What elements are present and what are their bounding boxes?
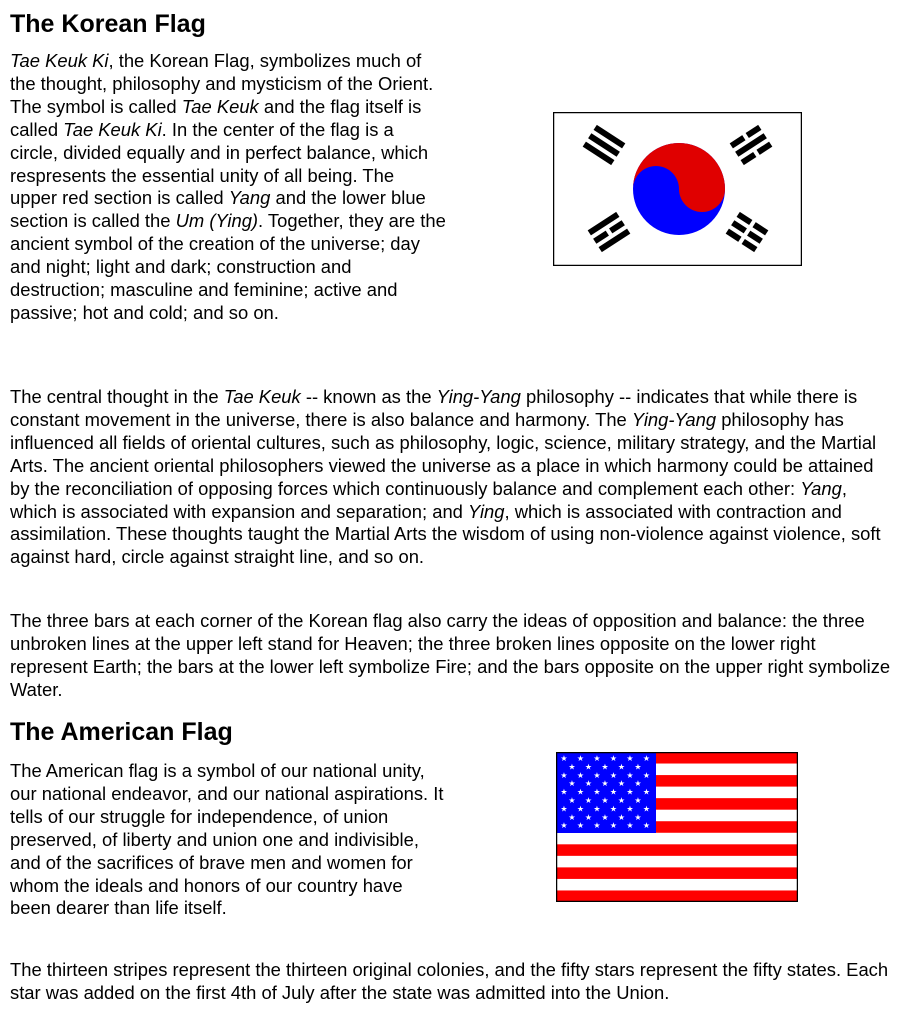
flag-star: ★ bbox=[584, 762, 593, 772]
flag-star: ★ bbox=[642, 770, 651, 780]
flag-star: ★ bbox=[560, 821, 568, 831]
flag-star: ★ bbox=[593, 787, 601, 797]
flag-star: ★ bbox=[593, 754, 601, 763]
flag-stripe bbox=[556, 856, 798, 868]
flag-star: ★ bbox=[584, 812, 593, 822]
flag-star: ★ bbox=[642, 804, 651, 814]
flag-star: ★ bbox=[601, 796, 609, 805]
flag-star: ★ bbox=[560, 754, 568, 763]
flag-star: ★ bbox=[568, 812, 576, 822]
flag-star: ★ bbox=[617, 779, 626, 789]
flag-star: ★ bbox=[568, 796, 576, 805]
flag-star: ★ bbox=[584, 796, 593, 805]
flag-star: ★ bbox=[609, 804, 618, 814]
flag-star: ★ bbox=[576, 754, 585, 763]
flag-star: ★ bbox=[576, 770, 585, 780]
flag-stripe bbox=[556, 867, 798, 879]
flag-star: ★ bbox=[642, 787, 651, 797]
flag-star: ★ bbox=[601, 779, 609, 789]
flag-star: ★ bbox=[576, 821, 585, 831]
flag-star: ★ bbox=[634, 812, 642, 822]
flag-star: ★ bbox=[617, 762, 626, 772]
flag-star: ★ bbox=[626, 821, 634, 831]
korean-flag-paragraph-3: The three bars at each corner of the Korean flag also carry the ideas of opposition and balance: the three unbroken lines at the upper left stand for Heaven; the three broken lines opposite on the lower right represent Earth; the bars at the lower left symbolize Fire; and the bars opposite on the upper right symbolize Water. bbox=[10, 610, 891, 700]
flag-star: ★ bbox=[576, 787, 585, 797]
flag-star: ★ bbox=[601, 812, 609, 822]
flag-star: ★ bbox=[626, 770, 634, 780]
flag-star: ★ bbox=[634, 779, 642, 789]
flag-stripe bbox=[556, 890, 798, 902]
american-flag-image bbox=[556, 752, 798, 902]
flag-star: ★ bbox=[568, 762, 576, 772]
korean-flag-image bbox=[553, 112, 802, 266]
flag-star: ★ bbox=[626, 804, 634, 814]
flag-star: ★ bbox=[626, 754, 634, 763]
korean-flag-paragraph-2: The central thought in the Tae Keuk -- known as the Ying-Yang philosophy -- indicates that while there is constant movement in the universe, there is also balance and harmony. The Ying-Yang philosophy has influenced all fields of oriental cultures, such as philosophy, logic, science, military strategy, and the Martial Arts. The ancient oriental philosophers viewed the universe as a place in which harmony could be attained by the reconciliation of opposing forces which continuously balance and complement each other: Yang, which is associated with expansion and separation; and Ying, which is associated with contraction and assimilation. These thoughts taught the Martial Arts the wisdom of using non-violence against violence, soft against hard, circle against straight line, and so on. bbox=[10, 386, 881, 568]
flag-star: ★ bbox=[642, 754, 651, 763]
korean-flag-paragraph-1: Tae Keuk Ki, the Korean Flag, symbolizes much of the thought, philosophy and mysticism of the Orient. The symbol is called Tae Keuk and the flag itself is called Tae Keuk Ki. In the center of the flag is a circle, divided equally and in perfect balance, which respresents the essential unity of all being. The upper red section is called Yang and the lower blue section is called the Um (Ying). Together, they are the ancient symbol of the creation of the universe; day and night; light and dark; construction and destruction; masculine and feminine; active and passive; hot and cold; and so on. bbox=[10, 50, 446, 323]
american-flag-heading: The American Flag bbox=[10, 718, 233, 746]
flag-star: ★ bbox=[609, 754, 618, 763]
flag-star: ★ bbox=[560, 787, 568, 797]
flag-star: ★ bbox=[593, 821, 601, 831]
flag-star: ★ bbox=[601, 762, 609, 772]
taegeuk-symbol bbox=[633, 143, 725, 235]
american-flag-paragraph-2: The thirteen stripes represent the thirteen original colonies, and the fifty stars represent the fifty states. Each star was added on the first 4th of July after the state was admitted into the Union. bbox=[10, 959, 889, 1003]
flag-stripe bbox=[556, 844, 798, 856]
flag-star: ★ bbox=[593, 804, 601, 814]
flag-star: ★ bbox=[634, 762, 642, 772]
flag-star: ★ bbox=[642, 821, 651, 831]
flag-star: ★ bbox=[609, 821, 618, 831]
flag-star: ★ bbox=[617, 796, 626, 805]
flag-stripe bbox=[556, 833, 798, 845]
flag-star: ★ bbox=[634, 796, 642, 805]
flag-star: ★ bbox=[609, 770, 618, 780]
korean-flag-heading: The Korean Flag bbox=[10, 10, 206, 38]
flag-star: ★ bbox=[593, 770, 601, 780]
american-flag-paragraph-1: The American flag is a symbol of our national unity, our national endeavor, and our national aspirations. It tells of our struggle for independence, of union preserved, of liberty and union one and indivisible, and of the sacrifices of brave men and women for whom the ideals and honors of our country have been dearer than life itself. bbox=[10, 760, 444, 919]
flag-stripe bbox=[556, 879, 798, 891]
flag-star: ★ bbox=[560, 804, 568, 814]
flag-star: ★ bbox=[626, 787, 634, 797]
flag-star: ★ bbox=[609, 787, 618, 797]
flag-star: ★ bbox=[560, 770, 568, 780]
flag-star: ★ bbox=[576, 804, 585, 814]
flag-star: ★ bbox=[584, 779, 593, 789]
flag-star: ★ bbox=[617, 812, 626, 822]
flag-star: ★ bbox=[568, 779, 576, 789]
